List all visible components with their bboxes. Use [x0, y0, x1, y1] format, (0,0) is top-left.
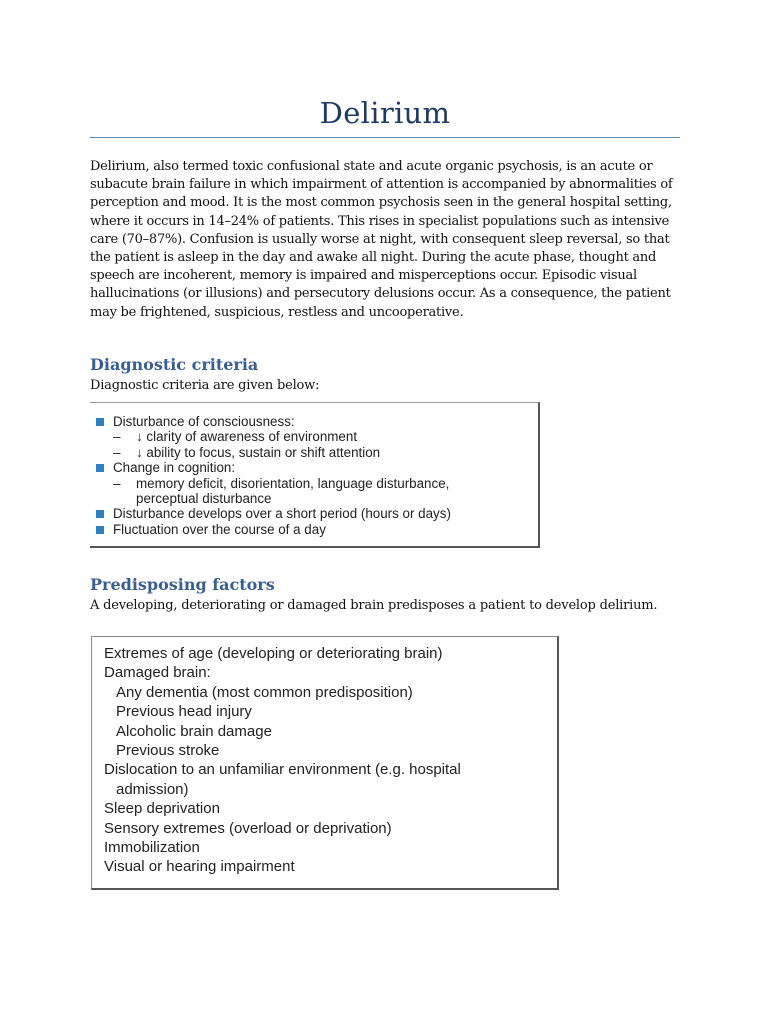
criteria-text: Disturbance develops over a short period (hours or days): [113, 506, 451, 522]
dash-marker: –: [113, 429, 121, 445]
predisposing-factors-heading: Predisposing factors: [90, 575, 275, 594]
criteria-text: ↓ ability to focus, sustain or shift attention: [136, 444, 381, 460]
factor-line: Extremes of age (developing or deteriorating brain): [104, 645, 443, 662]
title-underline: [90, 137, 680, 138]
factor-line: Dislocation to an unfamiliar environment (e.g. hospital: [104, 761, 461, 779]
square-bullet-icon: [96, 510, 104, 518]
factor-line: Sleep deprivation: [104, 800, 220, 818]
intro-paragraph: Delirium, also termed toxic confusional state and acute organic psychosis, is an acute or subacute brain failure in which impairment of attention is accompanied by abnormalities of perception and mood. It is the most common psychosis seen in the general hospital setting, where it occurs in 14–24% of patients. This rises in specialist populations such as intensive care (70–87%). Confusion is usually worse at night, with consequent sleep reversal, so that the patient is asleep in the day and awake all night. During the acute phase, thought and speech are incoherent, memory is impaired and misperceptions occur. Episodic visual hallucinations (or illusions) and persecutory delusions occur. As a consequence, the patient may be frightened, suspicious, restless and uncooperative.: [90, 159, 673, 320]
factor-line: Sensory extremes (overload or deprivation): [104, 819, 392, 837]
predisposing-factors-lead: A developing, deteriorating or damaged brain predisposes a patient to develop delirium.: [90, 598, 658, 613]
factor-line: Damaged brain:: [104, 664, 211, 682]
factor-line: Alcoholic brain damage: [116, 722, 272, 740]
factor-line: Visual or hearing impairment: [104, 858, 295, 876]
dash-marker: –: [113, 475, 121, 491]
criteria-text: Fluctuation over the course of a day: [113, 521, 326, 537]
diagnostic-criteria-box: [90, 402, 540, 548]
criteria-text: Change in cognition:: [113, 460, 236, 476]
criteria-text: perceptual disturbance: [136, 491, 272, 506]
factor-line: Any dementia (most common predisposition): [116, 683, 413, 701]
criteria-text: memory deficit, disorientation, language disturbance,: [136, 475, 450, 491]
square-bullet-icon: [96, 464, 104, 472]
diagnostic-criteria-lead: Diagnostic criteria are given below:: [90, 378, 320, 393]
diagnostic-criteria-heading: Diagnostic criteria: [90, 355, 259, 374]
page-title: Delirium: [319, 96, 451, 130]
factor-line: Previous stroke: [116, 742, 220, 759]
square-bullet-icon: [96, 526, 104, 534]
criteria-text: ↓ clarity of awareness of environment: [136, 429, 358, 445]
square-bullet-icon: [96, 418, 104, 426]
factor-line: Previous head injury: [116, 703, 252, 721]
factor-line: admission): [116, 780, 189, 798]
factor-line: Immobilization: [104, 839, 200, 856]
predisposing-factors-box: [91, 636, 559, 890]
criteria-text: Disturbance of consciousness:: [113, 414, 295, 429]
dash-marker: –: [113, 444, 121, 460]
